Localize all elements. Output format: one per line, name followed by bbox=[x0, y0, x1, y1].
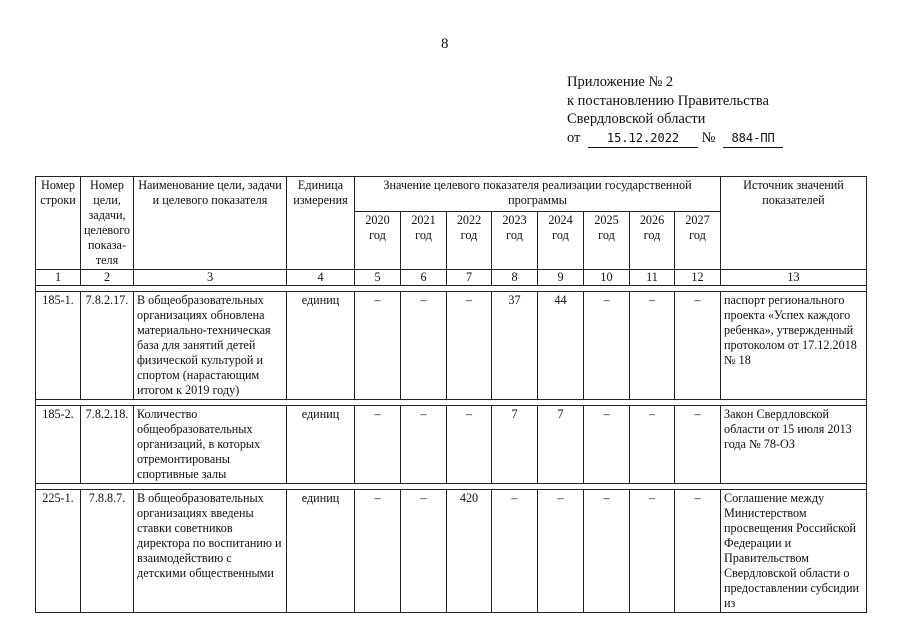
value-2020: – bbox=[355, 292, 401, 400]
value-2026: – bbox=[630, 490, 675, 613]
value-2025: – bbox=[584, 490, 630, 613]
appendix-resolution: к постановлению Правительства bbox=[567, 92, 769, 109]
value-2022: – bbox=[447, 292, 492, 400]
column-number: 6 bbox=[401, 270, 447, 286]
column-number: 5 bbox=[355, 270, 401, 286]
source: Соглашение между Министерством просвещения Российской Федерации и Правительством Свердловской области о предоставлении субсидии из bbox=[721, 490, 867, 613]
value-2026: – bbox=[630, 292, 675, 400]
header-row bbox=[36, 177, 867, 212]
value-2023: 37 bbox=[492, 292, 538, 400]
from-label: от bbox=[567, 129, 581, 146]
header-year: 2026 год bbox=[630, 212, 675, 270]
indicator-name: Количество общеобразовательных организаций, в которых отремонтированы спортивные залы bbox=[134, 406, 287, 484]
indicator-name: В общеобразовательных организациях обновлена материально-техническая база для занятий детей физической культурой и спортом (нарастающим итогом к 2019 году) bbox=[134, 292, 287, 400]
unit: единиц bbox=[287, 292, 355, 400]
source: паспорт регионального проекта «Успех каждого ребенка», утвержденный протоколом от 17.12.2018 № 18 bbox=[721, 292, 867, 400]
table-row bbox=[36, 292, 867, 400]
column-number: 13 bbox=[721, 270, 867, 286]
column-number: 2 bbox=[81, 270, 134, 286]
column-numbers-row bbox=[36, 270, 867, 286]
column-number: 1 bbox=[36, 270, 81, 286]
goal-number: 7.8.2.17. bbox=[81, 292, 134, 400]
value-2021: – bbox=[401, 292, 447, 400]
page-number: 8 bbox=[441, 36, 449, 52]
value-2022: – bbox=[447, 406, 492, 484]
value-2023: – bbox=[492, 490, 538, 613]
value-2024: 44 bbox=[538, 292, 584, 400]
header-year: 2023 год bbox=[492, 212, 538, 270]
appendix-region: Свердловской области bbox=[567, 111, 706, 127]
appendix-title: Приложение № 2 bbox=[567, 74, 674, 90]
value-2021: – bbox=[401, 406, 447, 484]
column-number: 8 bbox=[492, 270, 538, 286]
header-name: Наименование цели, задачи и целевого показателя bbox=[134, 177, 287, 270]
value-2022: 420 bbox=[447, 490, 492, 613]
column-number: 3 bbox=[134, 270, 287, 286]
indicator-name: В общеобразовательных организациях введены ставки советников директора по воспитанию и взаимодействию с детскими общественными bbox=[134, 490, 287, 613]
appendix-header bbox=[567, 73, 783, 148]
value-2021: – bbox=[401, 490, 447, 613]
goal-number: 7.8.2.18. bbox=[81, 406, 134, 484]
value-2020: – bbox=[355, 490, 401, 613]
indicator-table bbox=[35, 176, 867, 613]
table-row bbox=[36, 490, 867, 613]
header-row-number: Номер строки bbox=[36, 177, 81, 270]
column-number: 11 bbox=[630, 270, 675, 286]
header-unit: Единица измерения bbox=[287, 177, 355, 270]
header-year: 2020 год bbox=[355, 212, 401, 270]
column-number: 10 bbox=[584, 270, 630, 286]
unit: единиц bbox=[287, 406, 355, 484]
header-year: 2024 год bbox=[538, 212, 584, 270]
goal-number: 7.8.8.7. bbox=[81, 490, 134, 613]
value-2027: – bbox=[675, 490, 721, 613]
row-number: 225-1. bbox=[36, 490, 81, 613]
header-source: Источник значений показателей bbox=[721, 177, 867, 270]
number-label: № bbox=[701, 129, 716, 146]
column-number: 7 bbox=[447, 270, 492, 286]
value-2024: 7 bbox=[538, 406, 584, 484]
row-number: 185-1. bbox=[36, 292, 81, 400]
unit: единиц bbox=[287, 490, 355, 613]
resolution-number: 884-ПП bbox=[723, 129, 783, 149]
header-year: 2027 год bbox=[675, 212, 721, 270]
column-number: 12 bbox=[675, 270, 721, 286]
value-2024: – bbox=[538, 490, 584, 613]
resolution-date: 15.12.2022 bbox=[588, 129, 698, 149]
table-row bbox=[36, 406, 867, 484]
source: Закон Свердловской области от 15 июля 2013 года № 78-ОЗ bbox=[721, 406, 867, 484]
row-number: 185-2. bbox=[36, 406, 81, 484]
header-year: 2022 год bbox=[447, 212, 492, 270]
header-values-group: Значение целевого показателя реализации государственной программы bbox=[355, 177, 721, 212]
header-year: 2021 год bbox=[401, 212, 447, 270]
column-number: 4 bbox=[287, 270, 355, 286]
appendix-date-line bbox=[567, 129, 783, 149]
value-2025: – bbox=[584, 292, 630, 400]
header-goal-number: Номер цели, задачи, целевого показа-теля bbox=[81, 177, 134, 270]
value-2023: 7 bbox=[492, 406, 538, 484]
value-2020: – bbox=[355, 406, 401, 484]
value-2027: – bbox=[675, 406, 721, 484]
value-2027: – bbox=[675, 292, 721, 400]
header-year: 2025 год bbox=[584, 212, 630, 270]
value-2025: – bbox=[584, 406, 630, 484]
column-number: 9 bbox=[538, 270, 584, 286]
value-2026: – bbox=[630, 406, 675, 484]
